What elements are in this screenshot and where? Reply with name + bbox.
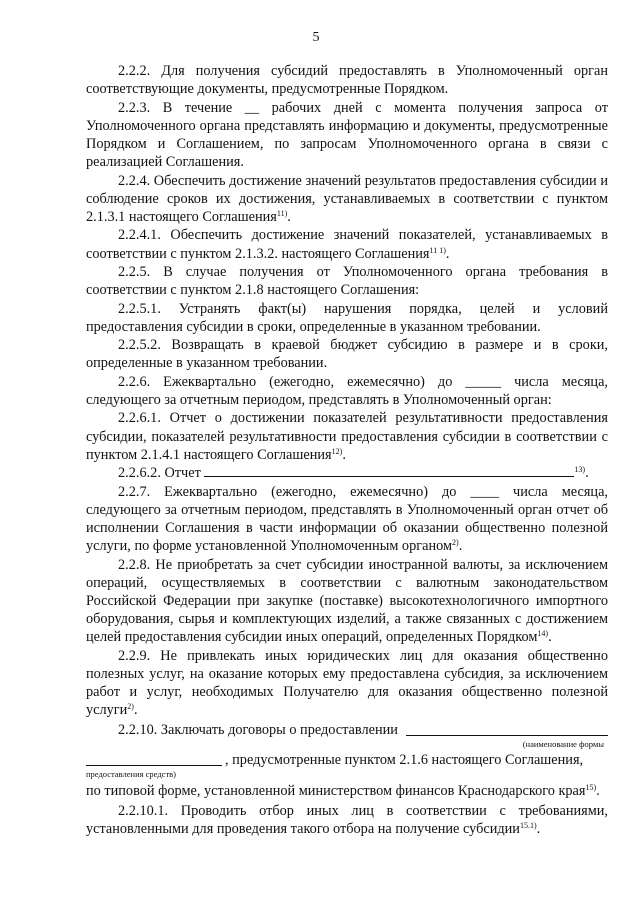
footnote-ref: 15) (585, 782, 597, 792)
clause-2-2-2: 2.2.2. Для получения субсидий предоставлять в Уполномоченный орган соответствующие документы, предусмотренные Порядком. (86, 63, 608, 98)
footnote-ref: 2) (127, 702, 134, 712)
clause-2-2-5-2: 2.2.5.2. Возвращать в краевой бюджет субсидию в размере и в сроки, определенные в указанном требовании. (86, 337, 608, 372)
clause-2-2-8: 2.2.8. Не приобретать за счет субсидии иностранной валюты, за исключением операций, осуществляемых в соответствии с валютным законодательством Российской Федерации при закупке (поставке) высокотехнологичного импортного оборудования, сырья и комплектующих изделий, а также связанных с достижением целей предоставления субсидии иных операций, определенных Порядком$^{14)}$. (86, 556, 608, 646)
clause-2-2-6: 2.2.6. Ежеквартально (ежегодно, ежемесячно) до _____ числа месяца, следующего за отчетным периодом, представлять в Уполномоченный орган: (86, 373, 608, 408)
clause-2-2-6-2: 2.2.6.2. Отчет $^{13)}$. (118, 465, 589, 482)
footnote-ref: 13) (574, 465, 586, 475)
caption-form-name: (наименование формы (522, 738, 604, 749)
page-number: 5 (312, 30, 320, 45)
fill-in-blank (86, 753, 222, 766)
caption-funding-form: предоставления средств) (86, 768, 176, 779)
clause-2-2-10: 2.2.10. Заключать договоры о предоставлении (наименование формы , предусмотренные пунктом 2.1.6 настоящего Соглашения, предоставления средств) по типовой форме, установленной министерством финансов Краснодарского края$^{15)}$. (86, 721, 608, 801)
clause-2-2-7: 2.2.7. Ежеквартально (ежегодно, ежемесячно) до ____ числа месяца, следующего за отчетным периодом, представлять в Уполномоченный орган отчет об исполнении Соглашения в части информации об оказании общественно полезной услуги, по форме установленной Уполномоченным органом$^{2)}$. (86, 483, 608, 555)
footnote-ref: 12) (331, 446, 343, 456)
clause-2-2-6-1: 2.2.6.1. Отчет о достижении показателей результативности предоставления субсидии, показателей результативности предоставления субсидии в соответствии с пунктом 2.1.4.1 настоящего Соглашения$^{12)}$. (86, 410, 608, 463)
clause-2-2-5: 2.2.5. В случае получения от Уполномоченного органа требования в соответствии с пунктом 2.1.8 настоящего Соглашения: (86, 263, 608, 299)
clause-2-2-10-1: 2.2.10.1. Проводить отбор иных лиц в соответствии с требованиями, установленными для проведения такого отбора на получение субсидии$^{15.1)}$. (86, 803, 608, 838)
footnote-ref: 15.1) (519, 821, 537, 831)
fill-in-blank (406, 723, 608, 736)
clause-2-2-4: 2.2.4. Обеспечить достижение значений результатов предоставления субсидии и соблюдение сроков их достижения, устанавливаемых в соответствии с пунктом 2.1.3.1 настоящего Соглашения$^{11)}$. (86, 172, 608, 225)
clause-2-2-4-1: 2.2.4.1. Обеспечить достижение значений показателей, устанавливаемых в соответствии с пунктом 2.1.3.2. настоящего Соглашения$^{11 1)}$. (86, 227, 608, 262)
footnote-ref: 14) (537, 629, 549, 639)
clause-2-2-10-cont: по типовой форме, установленной министерством финансов Краснодарского края$^{15)}$. (86, 782, 600, 799)
clause-2-2-3: 2.2.3. В течение __ рабочих дней с момента получения запроса от Уполномоченного органа представлять информацию и документы, предусмотренные Порядком и Соглашением, по запросам Уполномоченного органа в связи с реализацией Соглашения. (86, 99, 608, 171)
fill-in-blank (204, 464, 574, 477)
document-body (86, 62, 608, 839)
footnote-ref: 2) (452, 538, 459, 548)
footnote-ref: 11) (276, 209, 288, 218)
clause-2-2-9: 2.2.9. Не привлекать иных юридических лиц для оказания общественно полезных услуг, на оказание которых ему предоставлена субсидия, за исключением работ и услуг, необходимых Получателю для оказания общественно полезной услуги$^{2)}$. (86, 647, 608, 719)
footnote-ref: 11 1) (429, 245, 446, 255)
clause-2-2-5-1: 2.2.5.1. Устранять факт(ы) нарушения порядка, целей и условий предоставления субсидии в сроки, определенные в указанном требовании. (86, 300, 608, 335)
